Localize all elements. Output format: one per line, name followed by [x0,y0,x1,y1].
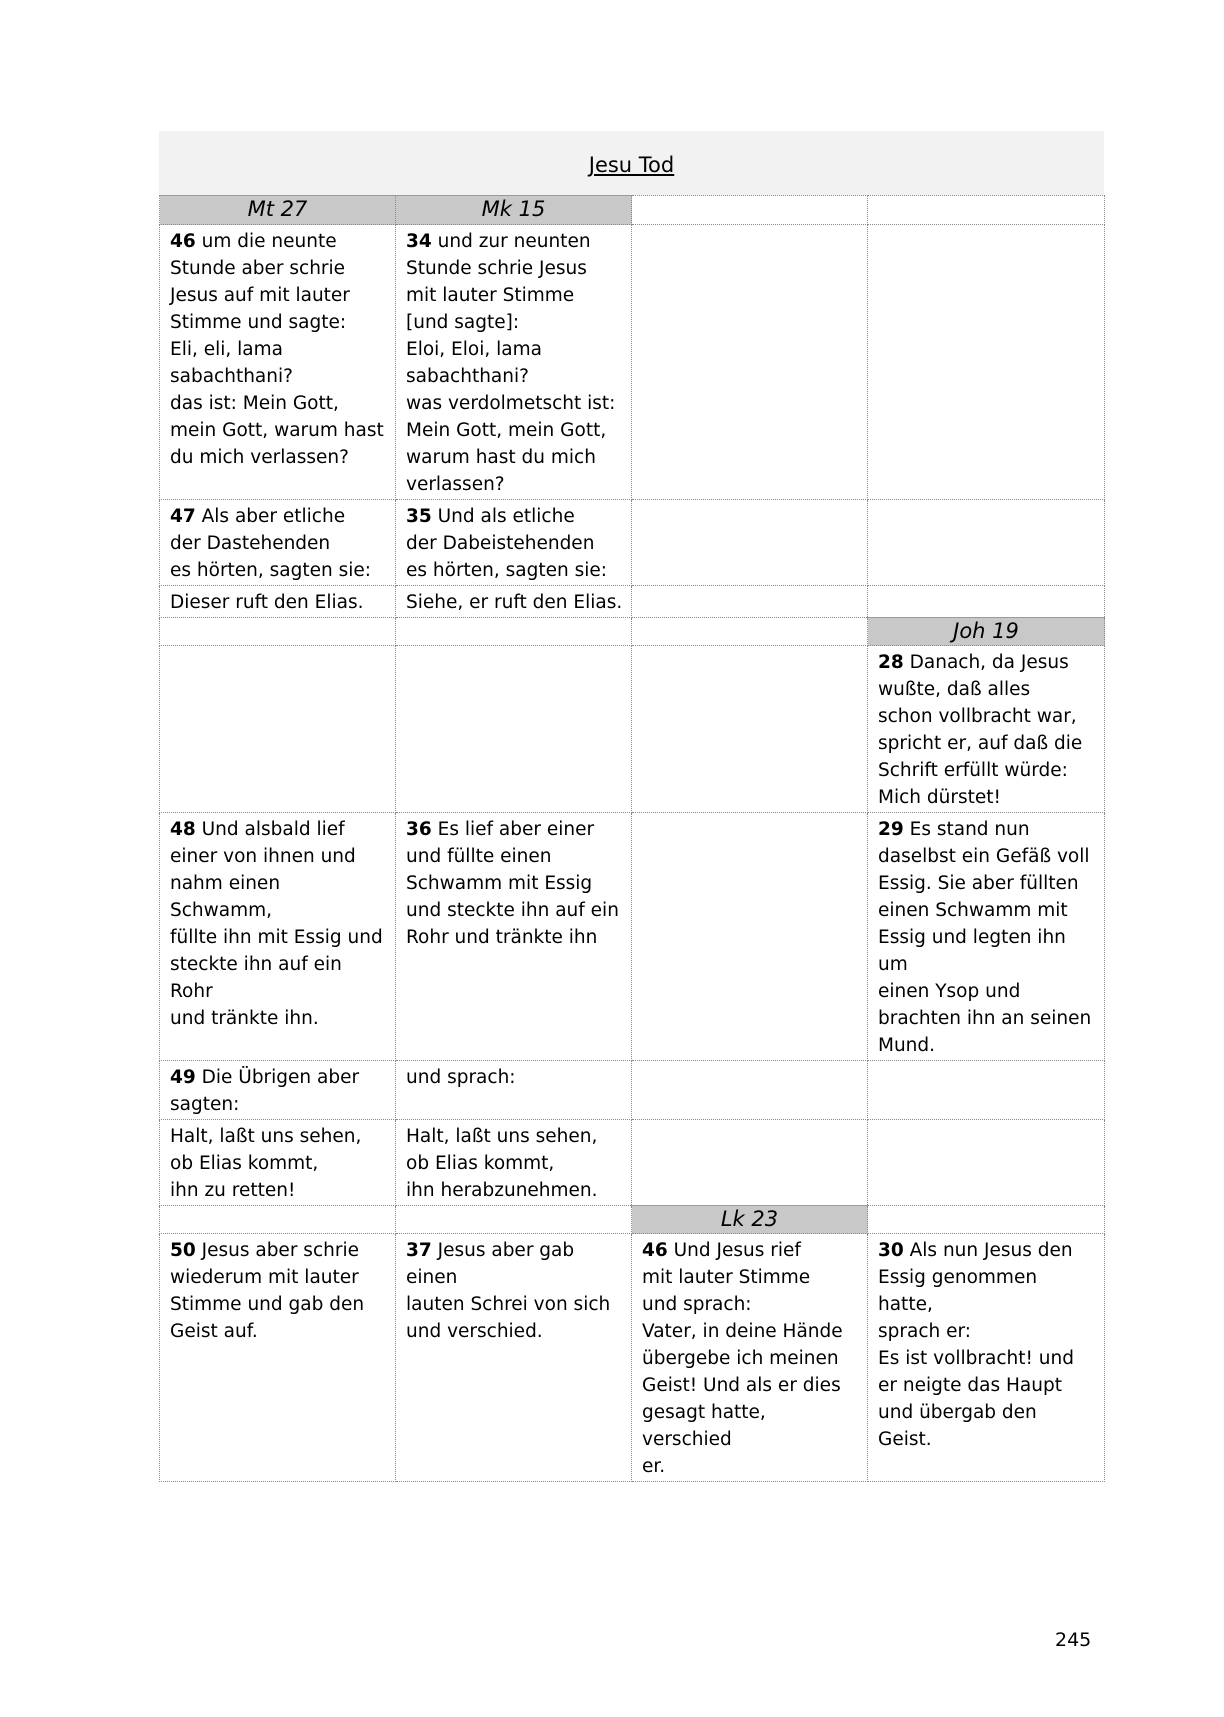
header-row [160,618,1105,646]
empty-cell [868,1061,1105,1120]
synopsis-sheet [159,131,1104,1482]
empty-cell [632,618,868,646]
verse-text: Und alsbald lief einer von ihnen und nahm einen Schwamm, füllte ihn mit Essig und steckte ihn auf ein Rohr und tränkte ihn. [170,819,383,1029]
table-row [160,1061,1105,1120]
header-row [160,196,1105,225]
verse-number: 35 [406,506,432,527]
empty-cell [868,500,1105,586]
header-row [160,1206,1105,1234]
cell-mk-quote: Siehe, er ruft den Elias. [396,586,632,618]
cell-joh-28 [868,646,1105,813]
empty-cell [160,1206,396,1234]
page-number: 245 [1055,1629,1092,1651]
cell-mt-50 [160,1234,396,1482]
verse-text: um die neunte Stunde aber schrie Jesus auf mit lauter Stimme und sagte: Eli, eli, lama sabachthani? das ist: Mein Gott, mein Gott, warum hast du mich verlassen? [170,231,384,468]
verse-text: Und Jesus rief mit lauter Stimme und sprach: Vater, in deine Hände übergebe ich meinen Geist! Und als er dies gesagt hatte, verschied er. [642,1240,843,1477]
cell-mk-37 [396,1234,632,1482]
verse-text: Es lief aber einer und füllte einen Schwamm mit Essig und steckte ihn auf ein Rohr und tränkte ihn [406,819,619,948]
cell-lk-46 [632,1234,868,1482]
header-mk: Mk 15 [396,196,632,225]
empty-cell [396,618,632,646]
cell-mt-49 [160,1061,396,1120]
table-row [160,1234,1105,1482]
synopsis-table [159,195,1105,1482]
empty-cell [868,586,1105,618]
header-lk: Lk 23 [632,1206,868,1234]
verse-text: Und als etliche der Dabeistehenden es hörten, sagten sie: [406,506,608,581]
cell-mk-36 [396,813,632,1061]
verse-number: 29 [878,819,904,840]
verse-number: 46 [642,1240,668,1261]
empty-cell [632,813,868,1061]
verse-text: Als nun Jesus den Essig genommen hatte, sprach er: Es ist vollbracht! und er neigte das Haupt und übergab den Geist. [878,1240,1074,1450]
cell-mk-34 [396,225,632,500]
verse-text: Die Übrigen aber sagten: [170,1067,360,1115]
empty-cell [632,586,868,618]
table-row [160,813,1105,1061]
empty-cell [160,618,396,646]
cell-mk-sprach: und sprach: [396,1061,632,1120]
verse-text: Es stand nun daselbst ein Gefäß voll Essig. Sie aber füllten einen Schwamm mit Essig und legten ihn um einen Ysop und brachten ihn an seinen Mund. [878,819,1092,1056]
cell-joh-29 [868,813,1105,1061]
page-title: Jesu Tod [588,153,675,177]
cell-mt-halt: Halt, laßt uns sehen, ob Elias kommt, ihn zu retten! [160,1120,396,1206]
verse-number: 28 [878,652,904,673]
verse-number: 50 [170,1240,196,1261]
verse-number: 48 [170,819,196,840]
empty-cell [632,1061,868,1120]
empty-cell [868,196,1105,225]
verse-text: Jesus aber gab einen lauten Schrei von sich und verschied. [406,1240,611,1342]
cell-mt-quote: Dieser ruft den Elias. [160,586,396,618]
table-row [160,586,1105,618]
table-row [160,225,1105,500]
verse-number: 30 [878,1240,904,1261]
verse-number: 49 [170,1067,196,1088]
cell-mt-46 [160,225,396,500]
verse-number: 47 [170,506,196,527]
empty-cell [632,500,868,586]
verse-text: Danach, da Jesus wußte, daß alles schon vollbracht war, spricht er, auf daß die Schrift erfüllt würde: Mich dürstet! [878,652,1083,808]
empty-cell [632,225,868,500]
verse-number: 34 [406,231,432,252]
empty-cell [868,1120,1105,1206]
table-row [160,1120,1105,1206]
verse-number: 36 [406,819,432,840]
cell-mt-48 [160,813,396,1061]
empty-cell [632,196,868,225]
empty-cell [396,1206,632,1234]
cell-mk-halt: Halt, laßt uns sehen, ob Elias kommt, ihn herabzunehmen. [396,1120,632,1206]
verse-text: Als aber etliche der Dastehenden es hörten, sagten sie: [170,506,372,581]
cell-mt-47 [160,500,396,586]
empty-cell [868,225,1105,500]
empty-cell [396,646,632,813]
empty-cell [160,646,396,813]
header-joh: Joh 19 [868,618,1105,646]
verse-number: 37 [406,1240,432,1261]
table-row [160,646,1105,813]
header-mt: Mt 27 [160,196,396,225]
verse-text: Jesus aber schrie wiederum mit lauter Stimme und gab den Geist auf. [170,1240,365,1342]
empty-cell [868,1206,1105,1234]
table-row [160,500,1105,586]
empty-cell [632,646,868,813]
verse-number: 46 [170,231,196,252]
page-title-bar [159,131,1104,195]
cell-mk-35 [396,500,632,586]
empty-cell [632,1120,868,1206]
verse-text: und zur neunten Stunde schrie Jesus mit lauter Stimme [und sagte]: Eloi, Eloi, lama sabachthani? was verdolmetscht ist: Mein Gott, mein Gott, warum hast du mich verlassen? [406,231,616,495]
cell-joh-30 [868,1234,1105,1482]
